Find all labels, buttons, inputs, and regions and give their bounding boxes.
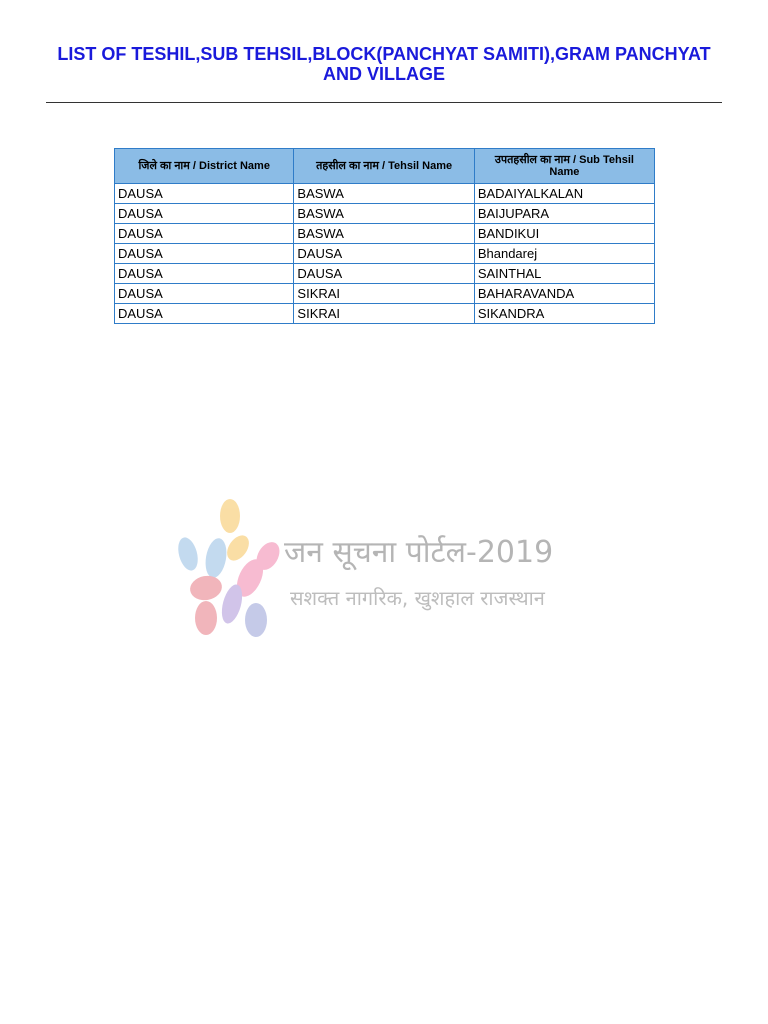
cell-district: DAUSA xyxy=(115,244,294,264)
cell-sub-tehsil: Bhandarej xyxy=(474,244,654,264)
cell-district: DAUSA xyxy=(115,304,294,324)
cell-sub-tehsil: BANDIKUI xyxy=(474,224,654,244)
column-header-tehsil: तहसील का नाम / Tehsil Name xyxy=(294,149,474,184)
cell-district: DAUSA xyxy=(115,224,294,244)
cell-tehsil: DAUSA xyxy=(294,244,474,264)
cell-tehsil: BASWA xyxy=(294,184,474,204)
cell-tehsil: SIKRAI xyxy=(294,304,474,324)
cell-district: DAUSA xyxy=(115,204,294,224)
cell-sub-tehsil: SAINTHAL xyxy=(474,264,654,284)
title-divider xyxy=(46,102,722,103)
table-row xyxy=(115,184,655,204)
cell-sub-tehsil: BADAIYALKALAN xyxy=(474,184,654,204)
cell-tehsil: BASWA xyxy=(294,224,474,244)
table-row xyxy=(115,244,655,264)
table-row xyxy=(115,224,655,244)
column-header-district: जिले का नाम / District Name xyxy=(115,149,294,184)
watermark-title: जन सूचना पोर्टल-2019 xyxy=(284,535,554,570)
jan-suchna-portal-logo-icon xyxy=(176,496,286,642)
table-row xyxy=(115,284,655,304)
cell-tehsil: BASWA xyxy=(294,204,474,224)
cell-tehsil: SIKRAI xyxy=(294,284,474,304)
column-header-sub-tehsil: उपतहसील का नाम / Sub Tehsil Name xyxy=(474,149,654,184)
cell-tehsil: DAUSA xyxy=(294,264,474,284)
page-title: LIST OF TESHIL,SUB TEHSIL,BLOCK(PANCHYAT SAMITI),GRAM PANCHYAT AND VILLAGE xyxy=(57,44,711,84)
table-row xyxy=(115,264,655,284)
watermark-subtitle: सशक्त नागरिक, खुशहाल राजस्थान xyxy=(290,586,545,610)
tehsil-table xyxy=(114,148,655,324)
table-header-row xyxy=(115,149,655,184)
cell-district: DAUSA xyxy=(115,264,294,284)
table-row xyxy=(115,304,655,324)
cell-sub-tehsil: SIKANDRA xyxy=(474,304,654,324)
cell-district: DAUSA xyxy=(115,184,294,204)
table-row xyxy=(115,204,655,224)
cell-district: DAUSA xyxy=(115,284,294,304)
cell-sub-tehsil: BAIJUPARA xyxy=(474,204,654,224)
jan-suchna-portal-watermark xyxy=(176,496,576,642)
cell-sub-tehsil: BAHARAVANDA xyxy=(474,284,654,304)
